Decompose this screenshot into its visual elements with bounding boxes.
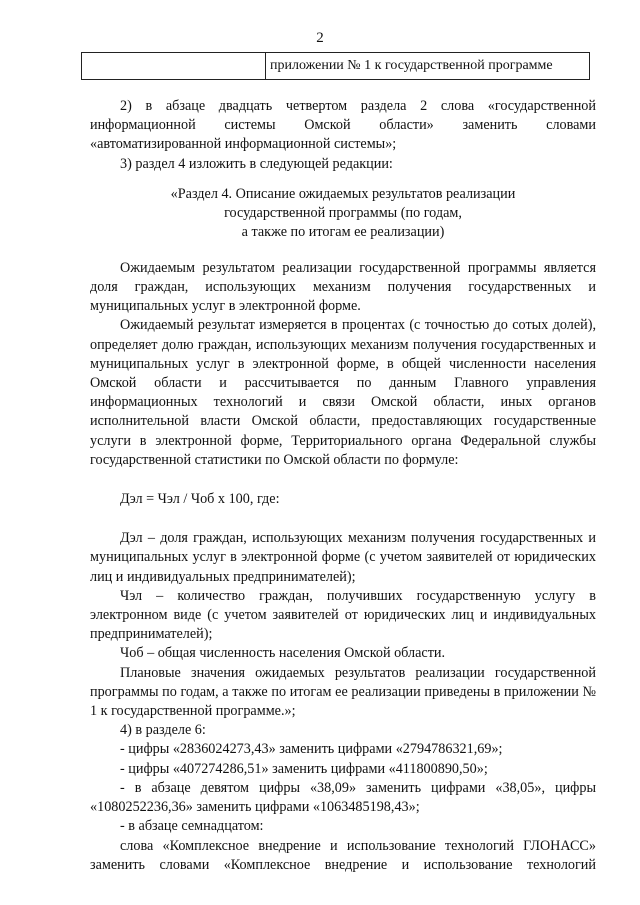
paragraph-planned-values: Плановые значения ожидаемых результатов реализации государственной программы по годам, а также по итогам ее реализации приведены в приложении № 1 к государственной программе.»; [90, 664, 596, 720]
paragraph-chel-definition: Чэл – количество граждан, получивших государственную услугу в электронном виде (с учетом заявителей от юридических лиц и индивидуальных предпринимателей); [90, 587, 596, 643]
paragraph-chob-definition: Чоб – общая численность населения Омской области. [120, 645, 446, 662]
paragraph-digits-3: - в абзаце девятом цифры «38,09» заменить цифрами «38,05», цифры «1080252236,36» заменить цифрами «1063485198,43»; [90, 779, 596, 816]
section-title-line: государственной программы (по годам, [224, 204, 462, 221]
table-row [82, 53, 590, 80]
paragraph-glonass: слова «Комплексное внедрение и использование технологий ГЛОНАСС» заменить словами «Комплексное внедрение и использование технологий [90, 837, 596, 873]
paragraph-seventeenth: - в абзаце семнадцатом: [120, 818, 264, 835]
paragraph-del-definition: Дэл – доля граждан, использующих механизм получения государственных и муниципальных услуг в электронной форме (с учетом заявителей от юридических лиц и индивидуальных предпринимателей); [90, 530, 596, 585]
document-body [90, 97, 596, 875]
section-title-line: а также по итогам ее реализации) [241, 223, 445, 240]
table-cell-text: приложении № 1 к государственной программе [266, 53, 590, 80]
paragraph-item-4: 4) в разделе 6: [120, 722, 206, 739]
section-title-line: «Раздел 4. Описание ожидаемых результатов реализации [170, 185, 516, 202]
formula: Дэл = Чэл / Чоб х 100, где: [120, 491, 280, 508]
paragraph-expected-result: Ожидаемым результатом реализации государственной программы является доля граждан, использующих механизм получения государственных и муниципальных услуг в электронной форме. [90, 259, 596, 315]
continuation-table [81, 52, 590, 80]
table-cell-empty [82, 53, 266, 80]
paragraph-digits-1: - цифры «2836024273,43» заменить цифрами «2794786321,69»; [120, 741, 503, 758]
paragraph-measurement: Ожидаемый результат измеряется в процентах (с точностью до сотых долей), определяет долю граждан, использующих механизм получения государственных и муниципальных услуг в электронной форме, в общей численности населения Омской области и рассчитывается по данным Главного управления информационных технологий и связи Омской области, иных органов исполнительной власти Омской области, предоставляющих государственные услуги в электронной форме, Территориального органа Федеральной службы государственной статистики по Омской области по формуле: [90, 317, 596, 468]
paragraph-item-2: 2) в абзаце двадцать четвертом раздела 2 слова «государственной информационной системы Омской области» заменить словами «автоматизированной информационной системы»; [90, 98, 596, 153]
paragraph-digits-2: - цифры «407274286,51» заменить цифрами «411800890,50»; [120, 760, 488, 777]
paragraph-item-3: 3) раздел 4 изложить в следующей редакции: [120, 155, 393, 172]
section-title [90, 185, 596, 242]
page-number: 2 [316, 30, 324, 46]
